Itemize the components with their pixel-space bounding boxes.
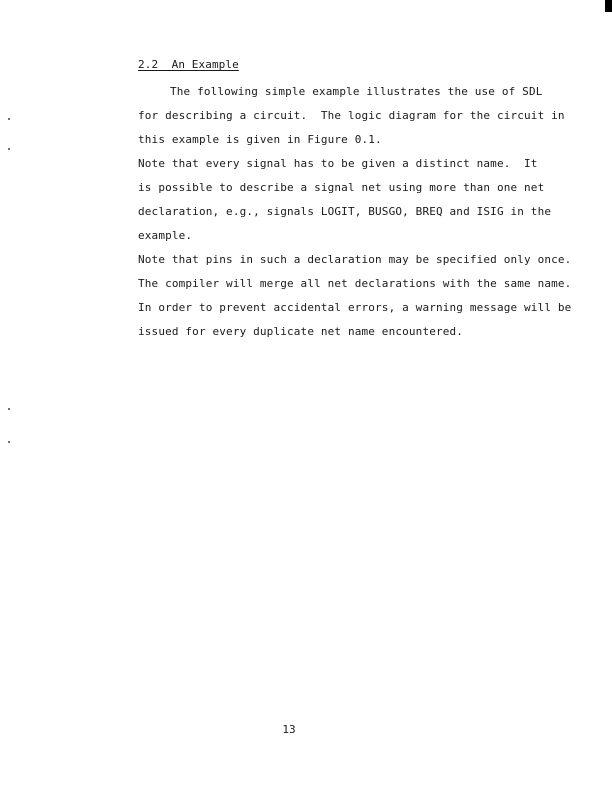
- scan-speck: [8, 408, 10, 410]
- page-number: 13: [282, 723, 296, 736]
- scan-corner-mark: [605, 0, 612, 12]
- body-line: this example is given in Figure 0.1.: [138, 133, 382, 146]
- body-line: The compiler will merge all net declarations with the same name.: [138, 277, 572, 290]
- body-line: declaration, e.g., signals LOGIT, BUSGO, BREQ and ISIG in the: [138, 205, 552, 218]
- scan-speck: [8, 118, 10, 120]
- section-heading: 2.2 An Example: [138, 58, 239, 71]
- body-line: is possible to describe a signal net using more than one net: [138, 181, 545, 194]
- body-line: In order to prevent accidental errors, a warning message will be: [138, 301, 572, 314]
- body-line: issued for every duplicate net name encountered.: [138, 325, 464, 338]
- body-line: Note that pins in such a declaration may be specified only once.: [138, 253, 572, 266]
- scan-speck: [8, 148, 10, 150]
- body-line: Note that every signal has to be given a distinct name. It: [138, 157, 538, 170]
- scan-speck: [8, 441, 10, 443]
- body-line: for describing a circuit. The logic diagram for the circuit in: [138, 109, 565, 122]
- body-line: example.: [138, 229, 193, 242]
- body-line: The following simple example illustrates the use of SDL: [170, 85, 543, 98]
